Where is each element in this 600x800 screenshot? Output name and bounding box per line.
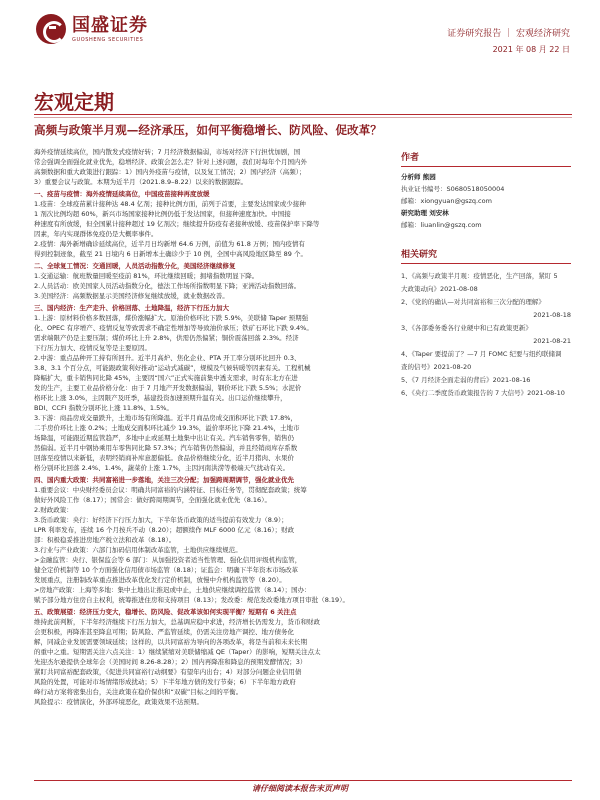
related-research-title: 3、《各部委务委各行业硬中和已有政策更新》	[401, 324, 532, 332]
section-heading: 四、国内重大政策：共同富裕进一步落地，关注三次分配；加强跨周期调节，强化就业优先	[34, 476, 294, 484]
related-research-list	[401, 270, 571, 400]
related-research-item[interactable]	[401, 374, 571, 387]
body-line: 场降温，可能跟近期监管趋严，多地中止或延期土地集中出让有关。汽车销售零售，销售仍	[34, 434, 294, 442]
section-heading: 三、国内经济：生产走升、价格回落、土地降温，经济下行压力加大	[34, 304, 229, 312]
body-line: 格环比上涨 3.0%，主因限产及旺季，基建投资加速预期升温有关。出口运价继续攀升，	[34, 394, 287, 402]
body-line: 得到控制迹象，截至 21 日境内 6 日新增本土确诊少于 10 例，全国中高风险地区降至 89 个。	[34, 250, 307, 258]
related-research-title: 相关研究	[401, 247, 571, 264]
body-line: 部：积极稳妥推进房地产税立法和改革（8.18）。	[34, 536, 176, 544]
body-line: 海外疫情延续高位，国内散发式疫情好转；7 月经济数据偏弱，市场对经济下行担忧加剧，国	[34, 148, 301, 156]
body-line: 发的生产，主要工业品价格分化：由于 7 月地产开发数据偏弱，钢价环比下跌 5.5%；水泥价	[34, 384, 302, 392]
body-line: 紧盯共同富裕配套政策，《促进共同富裕行动纲要》有望年内出台；4）对部分问题企业信用债	[34, 668, 302, 676]
body-line: 种速度有所放缓，但全国累计接种超过 19 亿剂次；继续提升防疫有老接种放缓、疫苗保护率下降等	[34, 220, 320, 228]
body-line: 二手房价环比上涨 0.2%；土地成交面积环比减少 19.3%，溢价率环比下降 21.4%，土地市	[34, 424, 300, 432]
body-line: 2.中游：重点品种开工持有所回升。近半月高炉、焦化企业、PTA 开工率分别环比回升 0.3、	[34, 354, 301, 362]
report-date: 2021 年 08 月 22 日	[492, 45, 570, 54]
body-line: 3）重要会议与政策。本期为近半月（2021.8.9–8.22）以来的数据跟踪。	[34, 178, 248, 186]
body-line: 下行压力加大、疫情反复等是主要原因。	[34, 344, 151, 352]
report-header	[0, 0, 600, 62]
body-line: 因素，年内实现群体免疫仍是大概率事件。	[34, 230, 158, 238]
company-logo	[36, 14, 148, 44]
logo-name-cn: 国盛证券	[72, 14, 148, 36]
body-line: 1 剂次比例均超 60%，新兴市场国家接种比例仍低于发达国家，但接种速度加快。中国接	[34, 210, 291, 218]
body-line: 1.上游：原材料价格多数回落，煤价涨幅扩大。原油价格环比下跌 5.9%，美联储 Taper 预期强	[34, 314, 309, 322]
related-research-item[interactable]	[401, 283, 571, 296]
body-line: >金融监管：央行、银保监会等 6 部门：从加强投资者适当性管理、强化信用评级机构监管，	[34, 556, 302, 564]
body-line: 峰行动方案将密集出台，关注政策在稳价保供和“双碳”目标之间的平衡。	[34, 688, 243, 696]
author-line: 邮箱：liuanlin@gszq.com	[401, 221, 482, 229]
body-line: LPR 利率发布，连续 16 个月按兵不动（8.20）；超额续作 MLF 6000 亿元（8.16）；财政	[34, 526, 295, 534]
body-line: 做好外风险工作（8.17）；国常会：做好跨周期调节，全面强化就业优先（8.16）。	[34, 496, 271, 504]
title-divider	[34, 114, 572, 115]
related-research-date: 2021-08-18	[533, 311, 571, 319]
related-research-title: 1、《高频与政策半月观：疫情恶化，生产回落，紧盯 5	[401, 272, 558, 280]
body-line: 2.疫情：海外新增确诊延续高位，近半月日均新增 64.6 万例，前值为 61.8 万例；国内疫情有	[34, 240, 305, 248]
body-line: 3.8、3.1 个百分点，可能跟政策利好推动“运动式减碳”，规模及气候转暖等因素有关。工程机械	[34, 364, 311, 372]
related-research-title: 大政策动向》2021-08-08	[401, 285, 478, 293]
body-line: 会更积极，再降准甚至降息可期；防风险、严监管延续，仍需关注房地产调控、地方债务化	[34, 628, 294, 636]
logo-name-en: GUOSHENG SECURITIES	[72, 36, 144, 43]
author-line: 邮箱：xiongyuan@gszq.com	[401, 197, 492, 205]
body-line: 解，同减企业发展需要领域延续；这样的，以共同富裕为导向的各项改革，将是当前和未来长期	[34, 638, 307, 646]
related-research-item[interactable]	[401, 348, 571, 361]
body-line: 2.人员活动：欧美国家人员活动指数分化，德法工作场所指数明显下降；亚洲活动指数回落。	[34, 282, 301, 290]
related-research-title: 4、《Taper 要提前了？—7 月 FOMC 纪要与纽约联储调	[401, 350, 562, 358]
related-research-item[interactable]	[401, 296, 571, 309]
related-research-item[interactable]	[401, 387, 571, 400]
body-line: 常会强调全面强化就业优先，稳增经济、政策会怎么走？针对上述问题，我们对每年个月国内外	[34, 158, 307, 166]
author-line: 研究助理 刘安林	[401, 209, 449, 217]
body-line: 健全定价机制等 10 个方面强化信用债市场监管（8.18）；证监会：明确下半年资本市场改革	[34, 566, 299, 574]
section-heading: 二、全球复工情况：交通回暖，人员活动指数分化，美国经济继续修复	[34, 262, 236, 270]
body-line: 维持此前判断，下半年经济继续下行压力加大，总基调应稳中求进，经济增长仍需发力，货币和财政	[34, 618, 320, 626]
report-body	[34, 147, 389, 707]
body-line: 先迎杰尔逊提供全球年会（美国时间 8.26-8.28）；2）国内再降准和降息的预期发酵情况；3）	[34, 658, 307, 666]
body-line: 发展重点，注册制改革重点推进改革优化发行定价机制，放慢中介机构监管等（8.20）。	[34, 576, 286, 584]
body-line: 需求端限产仍是主要压制；煤价环比上升 2.8%，供需仍然偏紧；铜价震荡回落 2.3%。经济	[34, 334, 299, 342]
footer-divider	[34, 780, 572, 781]
related-research-title: 查的信号》2021-08-20	[401, 363, 472, 371]
body-line: 格分别环比回落 2.4%、1.4%，蔬菜价上涨 1.7%，主因河南洪涝等极端天气扰动有关。	[34, 464, 290, 472]
related-research-item[interactable]	[401, 361, 571, 374]
related-research-item[interactable]	[401, 335, 571, 348]
related-research-title: 2、《党的的确认—对共同富裕和三次分配的理解》	[401, 298, 545, 306]
footer-disclaimer: 请仔细阅读本报告末页声明	[252, 784, 348, 793]
body-line: 2.财政政策：	[34, 506, 73, 514]
authors-title: 作者	[401, 150, 571, 167]
body-line: 的重中之重。短期需关注六点关注：1）继续紧缩对美联储缩减 QE（Taper）的影响，短期关注点太	[34, 648, 321, 656]
body-line: 3.货币政策：央行：好经济下行压力加大，下半年货币政策的适当提前有效发力（8.9）；	[34, 516, 288, 524]
related-research-title: 6、《央行二季度货币政策报告的 7 大信号》2021-08-10	[401, 389, 565, 397]
body-line: 1.重要会议：中央财经委员会议：明确共同富裕的内涵特征、目标任务等，贯彻配套政策；统筹	[34, 486, 307, 494]
body-line: 风险的处置，可能对市场情绪形成扰动；5）下半年地方债的发行节奏；6）下半年地方政府	[34, 678, 296, 686]
authors-list	[401, 171, 571, 231]
related-research-title: 5、《7 月经济全面走弱的背后》2021-08-16	[401, 376, 531, 384]
body-line: 3.美国经济：高频数据显示美国经济修复继续放缓，就业数据改善。	[34, 292, 229, 300]
section-heading: 一、疫苗与疫情：海外疫情延续高位，中国疫苗接种再度放缓	[34, 190, 210, 198]
author-line: 分析师 熊园	[401, 173, 436, 181]
title-divider-secondary	[34, 117, 572, 118]
related-research-date: 2021-08-21	[533, 337, 571, 345]
body-line: 然偏弱。近半月中钢协乘用车零售同比降 57.3%；汽车销售仍然偏弱，并且经销商库存系数	[34, 444, 298, 452]
body-line: 3.下游：商品房成交量跌升，土地市场有所降温。近半月商品房成交面积环比下跌 17.8%，	[34, 414, 297, 422]
section-title: 宏观定期	[34, 90, 114, 114]
body-line: 高频数据和重大政策进行跟踪：1）国内外疫苗与疫情，以及复工情况；2）国内经济（高频）；	[34, 168, 306, 176]
body-line: 1.疫苗：全球疫苗累计接种达 48.4 亿剂；接种比例方面，前列于首要，主要发达国家或少接种	[34, 200, 306, 208]
related-research-item[interactable]	[401, 322, 571, 335]
body-line: 1.交通运输：航班数量回暖至疫前 81%，环比继续回暖；拥堵指数明显下降。	[34, 272, 259, 280]
author-line: 执业证书编号：S0680518050004	[401, 185, 505, 193]
sidebar	[401, 150, 571, 400]
related-research-item[interactable]	[401, 309, 571, 322]
body-line: 化、OPEC 有序增产、疫情反复等致需求不确定性增加等导致油价承压；铁矿石环比下跌 9.4%。	[34, 324, 313, 332]
body-line: BDI、CCFI 指数分别环比上涨 11.8%、1.5%。	[34, 404, 173, 412]
body-line: >房地产政策：上海等多地：集中土地出让推迟或中止，土地供应继续调控监管（8.14）；国办：	[34, 586, 311, 594]
report-headline: 高频与政策半月观—经济承压，如何平衡稳增长、防风险、促改革？	[34, 123, 382, 137]
body-line: 降幅扩大，重卡销售同比降 45%，主要因“国六”正式实施前集中透支需求，时有东北方在进	[34, 374, 298, 382]
logo-icon	[36, 14, 66, 44]
body-line: 赋予部分地方住房自主权利，统筹推进住房和支持项目（8.13）；发改委：规范发改委地方项目审批（8.19）。	[34, 596, 349, 604]
section-heading: 五、政策展望：经济压力变大，稳增长、防风险、促改革该如何实现平衡？短期有 6 关注点	[34, 608, 297, 616]
body-line: 风险提示：疫情演化，外部环境恶化，政策效果不达预期。	[34, 698, 203, 706]
related-research-item[interactable]	[401, 270, 571, 283]
body-line: 回落至疫情以来新低，表明经销商补库意愿偏低。食品价格继续分化，近半月猪肉、水果价	[34, 454, 294, 462]
report-type: 证券研究报告 ｜ 宏观经济研究	[447, 29, 570, 39]
body-line: 3.行业与产业政策：六部门加码信用体制改革监管，土地供应继续规范。	[34, 546, 242, 554]
